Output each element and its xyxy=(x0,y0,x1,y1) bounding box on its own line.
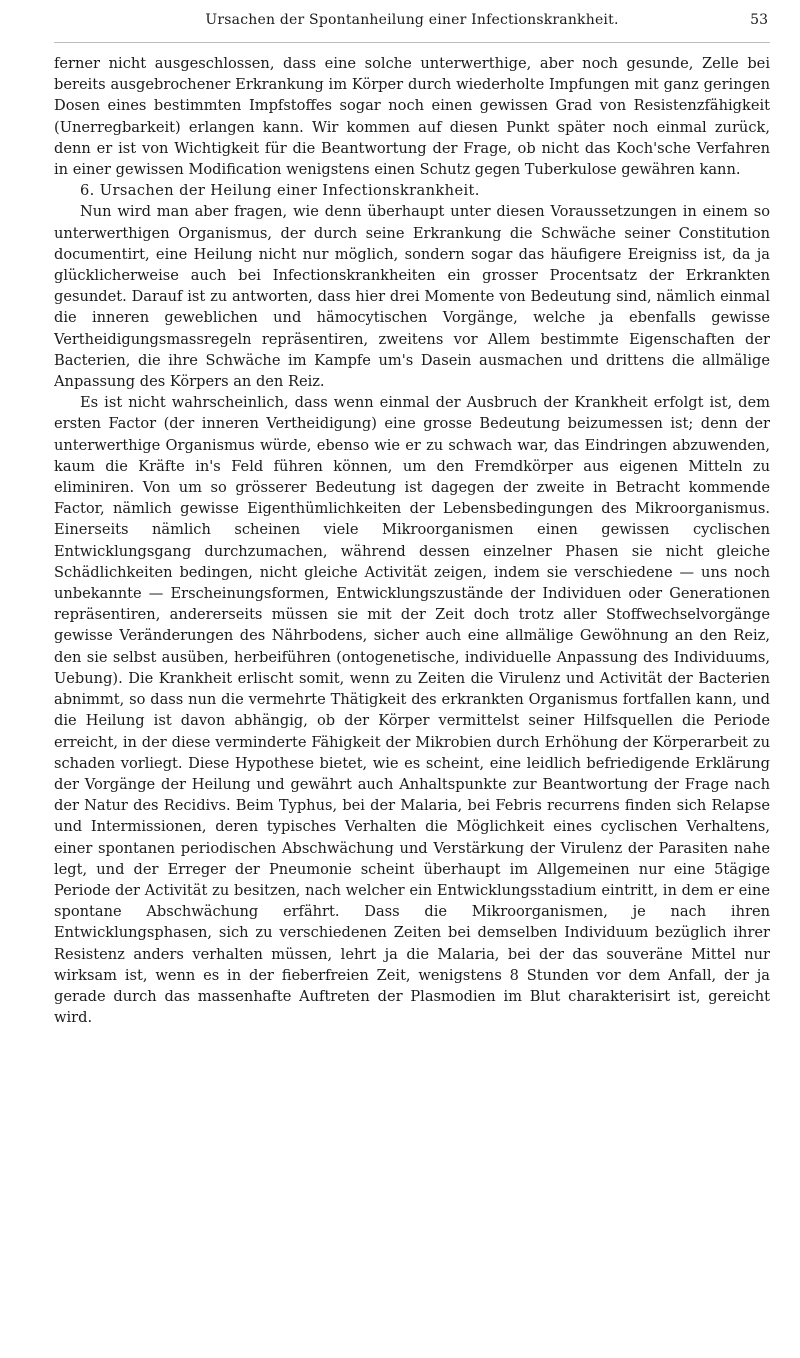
paragraph: Es ist nicht wahrscheinlich, dass wenn einmal der Ausbruch der Krankheit erfolgt ist, dem ersten Factor (der inneren Vertheidigung) eine grosse Bedeutung beizumessen ist; denn der unterwerthige Organismus würde, ebenso wie er zu schwach war, das Eindringen abzuwenden, kaum die Kräfte in's Feld führen können, um den Fremdkörper aus eigenen Mitteln zu eliminiren. Von um so grösserer Bedeutung ist dagegen der zweite in Betracht kommende Factor, nämlich gewisse Eigenthümlichkeiten der Lebensbedingungen des Mikroorganismus. Einerseits nämlich scheinen viele Mikroorganismen einen gewissen cyclischen Entwicklungsgang durchzumachen, während dessen einzelner Phasen sie nicht gleiche Schädlichkeiten bedingen, nicht gleiche Activität zeigen, indem sie verschiedene — uns noch unbekannte — Erscheinungsformen, Entwicklungszustände der Individuen oder Generationen repräsentiren, andererseits müssen sie mit der Zeit doch trotz aller Stoffwechselvorgänge gewisse Veränderungen des Nährbodens, sicher auch eine allmälige Gewöhnung an den Reiz, den sie selbst ausüben, herbeiführen (ontogenetische, individuelle Anpassung des Individuums, Uebung). Die Krankheit erlischt somit, wenn zu Zeiten die Virulenz und Activität der Bacterien abnimmt, so dass nun die vermehrte Thätigkeit des erkrankten Organismus fortfallen kann, und die Heilung ist davon abhängig, ob der Körper vermittelst seiner Hilfsquellen die Periode erreicht, in der diese verminderte Fähigkeit der Mikrobien durch Erhöhung der Körperarbeit zu schaden vorliegt. Diese Hypothese bietet, wie es scheint, eine leidlich befriedigende Erklärung der Vorgänge der Heilung und gewährt auch Anhaltspunkte zur Beantwortung der Frage nach der Natur des Recidivs. Beim Typhus, bei der Malaria, bei Febris recurrens finden sich Relapse und Intermissionen, deren typisches Verhalten die Möglichkeit eines cyclischen Verhaltens, einer spontanen periodischen Abschwächung und Verstärkung der Virulenz der Parasiten nahe legt, und der Erreger der Pneumonie scheint überhaupt im Allgemeinen nur eine 5tägige Periode der Activität zu besitzen, nach welcher ein Entwicklungsstadium eintritt, in dem er eine spontane Abschwächung erfährt. Dass die Mikroorganismen, je nach ihren Entwicklungsphasen, sich zu verschiedenen Zeiten bei demselben Individuum bezüglich ihrer Resistenz anders verhalten müssen, lehrt ja die Malaria, bei der das souveräne Mittel nur wirksam ist, wenn es in der fieberfreien Zeit, wenigstens 8 Stunden vor dem Anfall, der ja gerade durch das massenhafte Auftreten der Plasmodien im Blut charakterisirt ist, gereicht wird. xyxy=(54,394,770,1027)
page-number: 53 xyxy=(750,12,768,28)
running-header xyxy=(54,0,770,43)
paragraph: Nun wird man aber fragen, wie denn überhaupt unter diesen Voraussetzungen in einem so unterwerthigen Organismus, der durch seine Erkrankung die Schwäche seiner Constitution documentirt, eine Heilung nicht nur möglich, sondern sogar das häufigere Ereigniss ist, da ja glücklicherweise auch bei Infectionskrankheiten ein grosser Procentsatz der Erkrankten gesundet. Darauf ist zu antworten, dass hier drei Momente von Bedeutung sind, nämlich einmal die inneren geweblichen und hämocytischen Vorgänge, welche ja ebenfalls gewisse Vertheidigungsmassregeln repräsentiren, zweitens vor Allem bestimmte Eigenschaften der Bacterien, die ihre Schwäche im Kampfe um's Dasein ausmachen und drittens die allmälige Anpassung des Körpers an den Reiz. xyxy=(54,203,770,391)
running-title: Ursachen der Spontanheilung einer Infectionskrankheit. xyxy=(205,12,619,28)
paragraph-continuation: ferner nicht ausgeschlossen, dass eine solche unterwerthige, aber noch gesunde, Zelle bei bereits ausgebrochener Erkrankung im Körper durch wiederholte Impfungen mit ganz geringen Dosen eines bestimmten Impfstoffes sogar noch einen gewissen Grad von Resistenzfähigkeit (Unerregbarkeit) erlangen kann. Wir kommen auf diesen Punkt später noch einmal zurück, denn er ist von Wichtigkeit für die Beantwortung der Frage, ob nicht das Koch'sche Verfahren in einer gewissen Modification wenigstens einen Schutz gegen Tuberkulose gewähren kann. xyxy=(54,55,770,179)
body-text xyxy=(54,43,770,1028)
section-heading: 6. Ursachen der Heilung einer Infectionskrankheit. xyxy=(80,182,480,200)
